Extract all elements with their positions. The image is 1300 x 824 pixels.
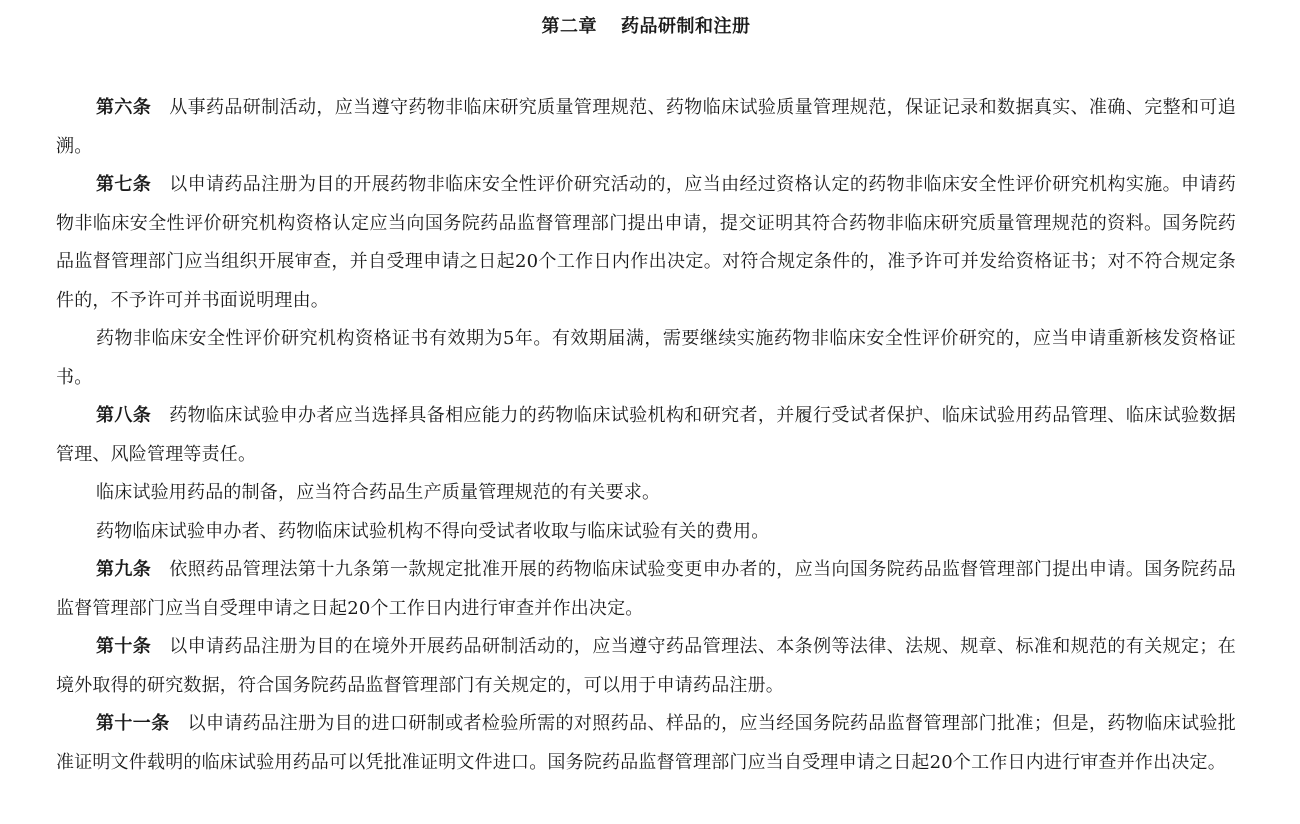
paragraph-text: 药物非临床安全性评价研究机构资格证书有效期为5年。有效期届满，需要继续实施药物非临床安全性评价研究的，应当申请重新核发资格证书。 xyxy=(56,328,1236,388)
article-number: 第八条 xyxy=(96,405,152,426)
paragraph-text: 以申请药品注册为目的进口研制或者检验所需的对照药品、样品的，应当经国务院药品监督管理部门批准；但是，药物临床试验批准证明文件载明的临床试验用药品可以凭批准证明文件进口。国务院药品监督管理部门应当自受理申请之日起20个工作日内进行审查并作出决定。 xyxy=(56,713,1236,773)
paragraph-text: 临床试验用药品的制备，应当符合药品生产质量管理规范的有关要求。 xyxy=(96,482,661,503)
article-number: 第七条 xyxy=(96,174,152,195)
paragraph-text: 以申请药品注册为目的在境外开展药品研制活动的，应当遵守药品管理法、本条例等法律、法规、规章、标准和规范的有关规定；在境外取得的研究数据，符合国务院药品监督管理部门有关规定的，可以用于申请药品注册。 xyxy=(56,636,1237,696)
paragraph-text: 药物临床试验申办者、药物临床试验机构不得向受试者收取与临床试验有关的费用。 xyxy=(96,520,770,542)
article-number: 第九条 xyxy=(96,559,152,580)
article-number: 第六条 xyxy=(96,97,152,118)
paragraph-text: 药物临床试验申办者应当选择具备相应能力的药物临床试验机构和研究者，并履行受试者保护、临床试验用药品管理、临床试验数据管理、风险管理等责任。 xyxy=(56,405,1237,465)
paragraph-article-8 xyxy=(56,397,1236,474)
paragraph-article-8-clause-2 xyxy=(56,474,1236,513)
paragraph-article-11 xyxy=(56,705,1236,782)
article-number: 第十条 xyxy=(96,636,152,657)
paragraph-text: 以申请药品注册为目的开展药物非临床安全性评价研究活动的，应当由经过资格认定的药物非临床安全性评价研究机构实施。申请药物非临床安全性评价研究机构资格认定应当向国务院药品监督管理部门提出申请，提交证明其符合药物非临床研究质量管理规范的资料。国务院药品监督管理部门应当组织开展审查，并自受理申请之日起20个工作日内作出决定。对符合规定条件的，准予许可并发给资格证书；对不符合规定条件的，不予许可并书面说明理由。 xyxy=(56,174,1237,311)
paragraph-article-7-clause-2 xyxy=(56,320,1236,397)
paragraph-text: 从事药品研制活动，应当遵守药物非临床研究质量管理规范、药物临床试验质量管理规范，保证记录和数据真实、准确、完整和可追溯。 xyxy=(56,97,1237,157)
paragraph-article-10 xyxy=(56,628,1236,705)
paragraph-text: 依照药品管理法第十九条第一款规定批准开展的药物临床试验变更申办者的，应当向国务院药品监督管理部门提出申请。国务院药品监督管理部门应当自受理申请之日起20个工作日内进行审查并作出决定。 xyxy=(56,559,1237,619)
paragraph-article-9 xyxy=(56,551,1236,628)
paragraph-article-8-clause-3 xyxy=(56,513,1236,552)
chapter-name: 药品研制和注册 xyxy=(621,16,751,37)
paragraph-article-6 xyxy=(56,89,1236,166)
chapter-title xyxy=(56,14,1236,40)
chapter-number: 第二章 xyxy=(541,16,597,37)
paragraph-article-7 xyxy=(56,166,1236,320)
article-number: 第十一条 xyxy=(96,713,170,734)
document-body xyxy=(56,89,1236,782)
